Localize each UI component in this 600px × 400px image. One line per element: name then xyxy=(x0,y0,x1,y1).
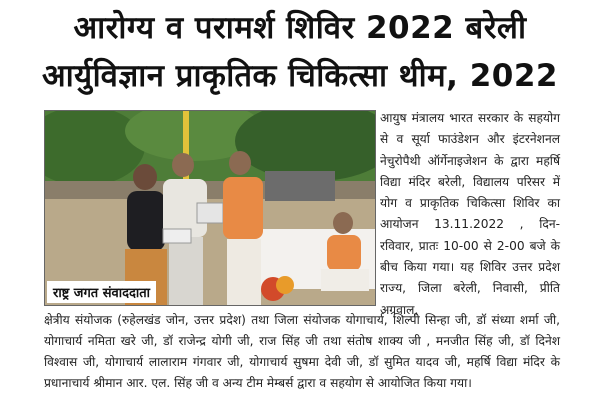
article-body-text: क्षेत्रीय संयोजक (रुहेलखंड जोन, उत्तर प्रदेश) तथा जिला संयोजक योगाचार्य, शिल्पी सिन्हा जी, डॉ संध्या शर्मा जी, योगाचार्य नमिता खरे जी, डॉ राजेन्द्र योगी जी, राज सिंह जी तथा संतोष शाक्य जी , मनजीत सिंह जी, डॉ दिनेश विश्वास जी, योगाचार्य लालाराम गंगवार जी, योगाचार्य सुषमा देवी जी, डॉ सुमित यादव जी, महर्षि विद्या मंदिर के प्रधानाचार्य श्रीमान आर. एल. सिंह जी व अन्य टीम मेम्बर्स द्वारा व सहयोग से आयोजित किया गया। xyxy=(44,313,560,390)
photo-caption: राष्ट्र जगत संवाददाता xyxy=(47,281,156,303)
news-photo xyxy=(44,110,376,306)
article-column-text: आयुष मंत्रालय भारत सरकार के सहयोग से व सूर्या फाउंडेशन और इंटरनेशनल नेचुरोपैथी ऑर्गेनाइजेशन के द्वारा महर्षि विद्या मंदिर बरेली, विद्यालय परिसर में योग व प्राकृतिक चिकित्सा शिविर का आयोजन 13.11.2022 , दिन- रविवार, प्रातः 10-00 से 2-00 बजे के बीच किया गया। यह शिविर उत्तर प्रदेश राज्य, जिला बरेली, निवासी, प्रीति अग्रवाल, xyxy=(380,111,560,317)
news-photo-illustration xyxy=(45,111,376,306)
headline-line-1: आरोग्य व परामर्श शिविर 2022 बरेली xyxy=(73,10,527,46)
headline-line-2: आर्युविज्ञान प्राकृतिक चिकित्सा थीम, 2022 xyxy=(41,58,559,94)
